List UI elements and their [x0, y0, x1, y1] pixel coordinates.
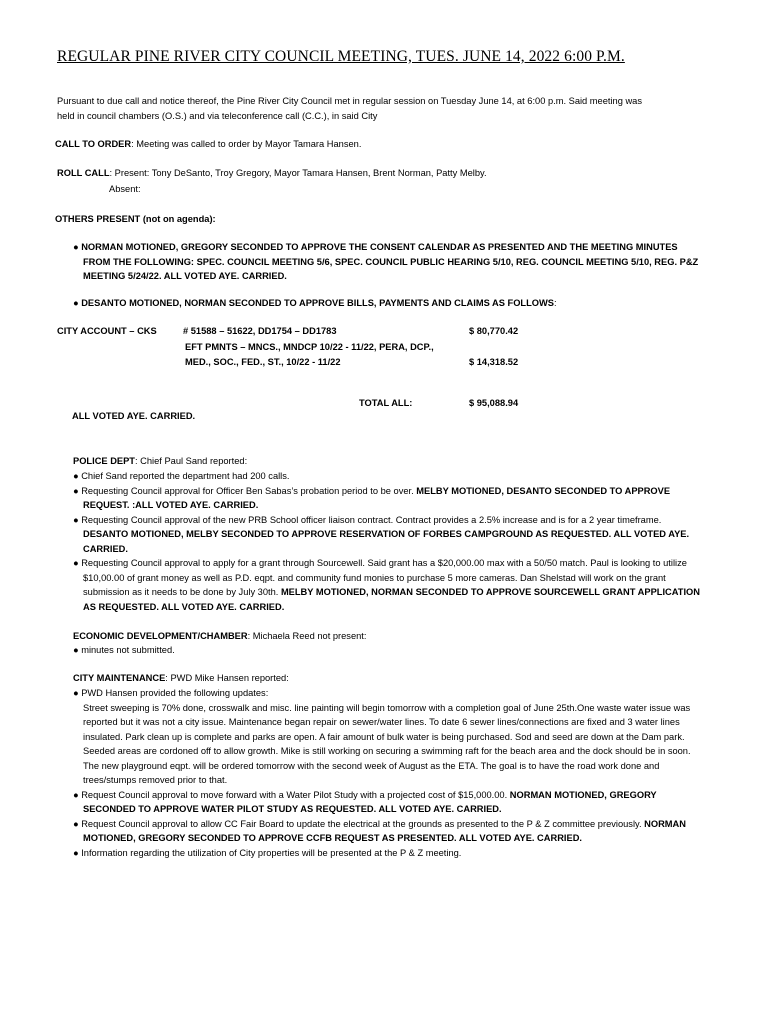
- probation-motion: MELBY MOTIONED, DESANTO SECONDED TO APPROVE REQUEST. :ALL VOTED AYE. CARRIED.: [83, 485, 671, 510]
- econ-heading: [73, 629, 723, 644]
- bills-row1-amount: [469, 324, 518, 339]
- bills-total-amount: [469, 396, 518, 411]
- bills-row1-desc: [183, 324, 337, 339]
- row1-desc-text: # 51588 – 51622, DD1754 – DD1783: [183, 326, 337, 336]
- bills-motion-colon: :: [554, 298, 557, 308]
- bills-row2-desc-line1: [185, 340, 434, 355]
- police-heading: [73, 454, 723, 469]
- row2-desc-line1-text: EFT PMNTS – MNCS., MNDCP 10/22 - 11/22, PERA, DCP.,: [185, 342, 434, 352]
- police-bullets: [73, 469, 703, 614]
- probation-text: ● Requesting Council approval for Officer Ben Sabas’s probation period to be over.: [73, 485, 417, 496]
- grant-motion: MELBY MOTIONED, NORMAN SECONDED TO APPROVE SOURCEWELL GRANT APPLICATION AS REQUESTED. ALL VOTED AYE. CARRIED.: [83, 587, 701, 612]
- econ-heading-text: : Michaela Reed not present:: [247, 631, 367, 641]
- call-to-order-text: : Meeting was called to order by Mayor Tamara Hansen.: [131, 139, 362, 149]
- fair-board-text: ● Request Council approval to allow CC Fair Board to update the electrical at the grounds as presented to the P & Z committee previously.: [73, 818, 645, 829]
- bills-total-label: [359, 396, 412, 411]
- bills-account-label: [57, 324, 157, 339]
- bills-motion-text: ● DESANTO MOTIONED, NORMAN SECONDED TO APPROVE BILLS, PAYMENTS AND CLAIMS AS FOLLOWS: [73, 298, 554, 308]
- maint-heading: [73, 671, 723, 686]
- call-to-order: [55, 137, 705, 152]
- police-bullet-grant: [73, 556, 703, 614]
- maint-bullets: [73, 686, 693, 860]
- total-label-text: TOTAL ALL:: [359, 398, 413, 408]
- water-pilot-text: ● Request Council approval to move forward with a Water Pilot Study with a projected cost of $15,000.00.: [73, 789, 510, 800]
- call-to-order-label: CALL TO ORDER: [55, 139, 132, 149]
- row1-amount-text: $ 80,770.42: [469, 326, 519, 336]
- intro-paragraph: Pursuant to due call and notice thereof, the Pine River City Council met in regular session on Tuesday June 14, at 6:00 p.m. Said meeting was held in council chambers (O.S.) and via teleconference call (C.C.), in said City: [57, 96, 642, 121]
- maint-bullet-water-pilot: [73, 788, 693, 817]
- maint-heading-text: : PWD Mike Hansen reported:: [165, 673, 289, 683]
- others-present: [55, 212, 705, 227]
- fair-board-motion: NORMAN MOTIONED, GREGORY SECONDED TO APPROVE CCFB REQUEST AS PRESENTED. ALL VOTED AYE. CARRIED.: [83, 818, 686, 843]
- account-label-text: CITY ACCOUNT – CKS: [57, 326, 157, 336]
- roll-call-label: ROLL CALL: [57, 168, 110, 178]
- bills-voted-text: ALL VOTED AYE. CARRIED.: [72, 411, 196, 421]
- roll-call: [57, 166, 707, 181]
- row2-desc-line2-text: MED., SOC., FED., ST., 10/22 - 11/22: [185, 357, 341, 367]
- police-label: POLICE DEPT: [73, 456, 135, 466]
- econ-bullet-minutes: ● minutes not submitted.: [73, 645, 175, 655]
- others-present-label: OTHERS PRESENT (not on agenda):: [55, 214, 216, 224]
- bills-voted: [72, 409, 195, 424]
- maint-label: CITY MAINTENANCE: [73, 673, 166, 683]
- maint-bullet-properties: ● Information regarding the utilization of City properties will be presented at the P & Z meeting.: [73, 847, 462, 858]
- liaison-text: ● Requesting Council approval of the new PRB School officer liaison contract. Contract provides a 2.5% increase and is for a 2 year timeframe.: [73, 514, 662, 525]
- econ-label: ECONOMIC DEVELOPMENT/CHAMBER: [73, 631, 248, 641]
- total-amount-text: $ 95,088.94: [469, 398, 519, 408]
- police-bullet-liaison: [73, 513, 703, 557]
- bills-row2-desc-line2: [185, 355, 341, 370]
- police-bullet-probation: [73, 484, 703, 513]
- maint-updates-detail: Street sweeping is 70% done, crosswalk and misc. line painting will begin tomorrow with a completion goal of June 25th.One waste water issue was reported but it was not a city issue. Maintenance began repair on sewer/water lines. To date 6 sewer lines/connections are fixed and 3 water lines insulated. Park clean up is complete and parks are open. A fair amount of bulk water is being purchased. Sod and seed are down at the Dam park. Seeded areas are cordoned off to allow growth. Mike is still working on securing a swimming raft for the beach area and the dock should be in soon. The new playground eqpt. will be ordered tomorrow with the second week of August as the ETA. The goal is to have the road work done and trees/stumps removed prior to that.: [83, 702, 691, 785]
- maint-bullet-updates: ● PWD Hansen provided the following updates:: [73, 688, 269, 698]
- consent-motion-text: ● NORMAN MOTIONED, GREGORY SECONDED TO APPROVE THE CONSENT CALENDAR AS PRESENTED AND THE MEETING MINUTES FROM THE FOLLOWING: SPEC. COUNCIL MEETING 5/6, SPEC. COUNCIL PUBLIC HEARING 5/10, REG. COUNCIL MEETING 5/10, REG. P&Z MEETING 5/24/22. ALL VOTED AYE. CARRIED.: [73, 242, 699, 281]
- row2-amount-text: $ 14,318.52: [469, 357, 519, 367]
- roll-call-present: : Present: Tony DeSanto, Troy Gregory, Mayor Tamara Hansen, Brent Norman, Patty Melby.: [109, 168, 487, 178]
- bills-motion: [73, 296, 723, 311]
- consent-motion: [73, 240, 703, 284]
- bills-row2-amount: [469, 355, 518, 370]
- grant-text: ● Requesting Council approval to apply for a grant through Sourcewell. Said grant has a $20,000.00 max with a 50/50 match. Paul is looking to utilize $10,00.00 of grant money as well as P.D. eqpt. and community fund monies to purchase 5 more cameras. Dan Shelstad will work on the grant submission as it needs to be done by July 30th.: [73, 558, 687, 597]
- liaison-motion: DESANTO MOTIONED, MELBY SECONDED TO APPROVE RESERVATION OF FORBES CAMPGROUND AS REQUESTED. ALL VOTED AYE. CARRIED.: [83, 529, 690, 554]
- police-heading-text: : Chief Paul Sand reported:: [135, 456, 248, 466]
- water-pilot-motion: NORMAN MOTIONED, GREGORY SECONDED TO APPROVE WATER PILOT STUDY AS REQUESTED. ALL VOTED AYE. CARRIED.: [83, 789, 657, 814]
- roll-call-absent: Absent:: [109, 184, 141, 194]
- police-bullet-calls: ● Chief Sand reported the department had 200 calls.: [73, 471, 290, 481]
- page-title: REGULAR PINE RIVER CITY COUNCIL MEETING, TUES. JUNE 14, 2022 6:00 P.M.: [57, 48, 625, 65]
- maint-bullet-fair-board: [73, 817, 693, 846]
